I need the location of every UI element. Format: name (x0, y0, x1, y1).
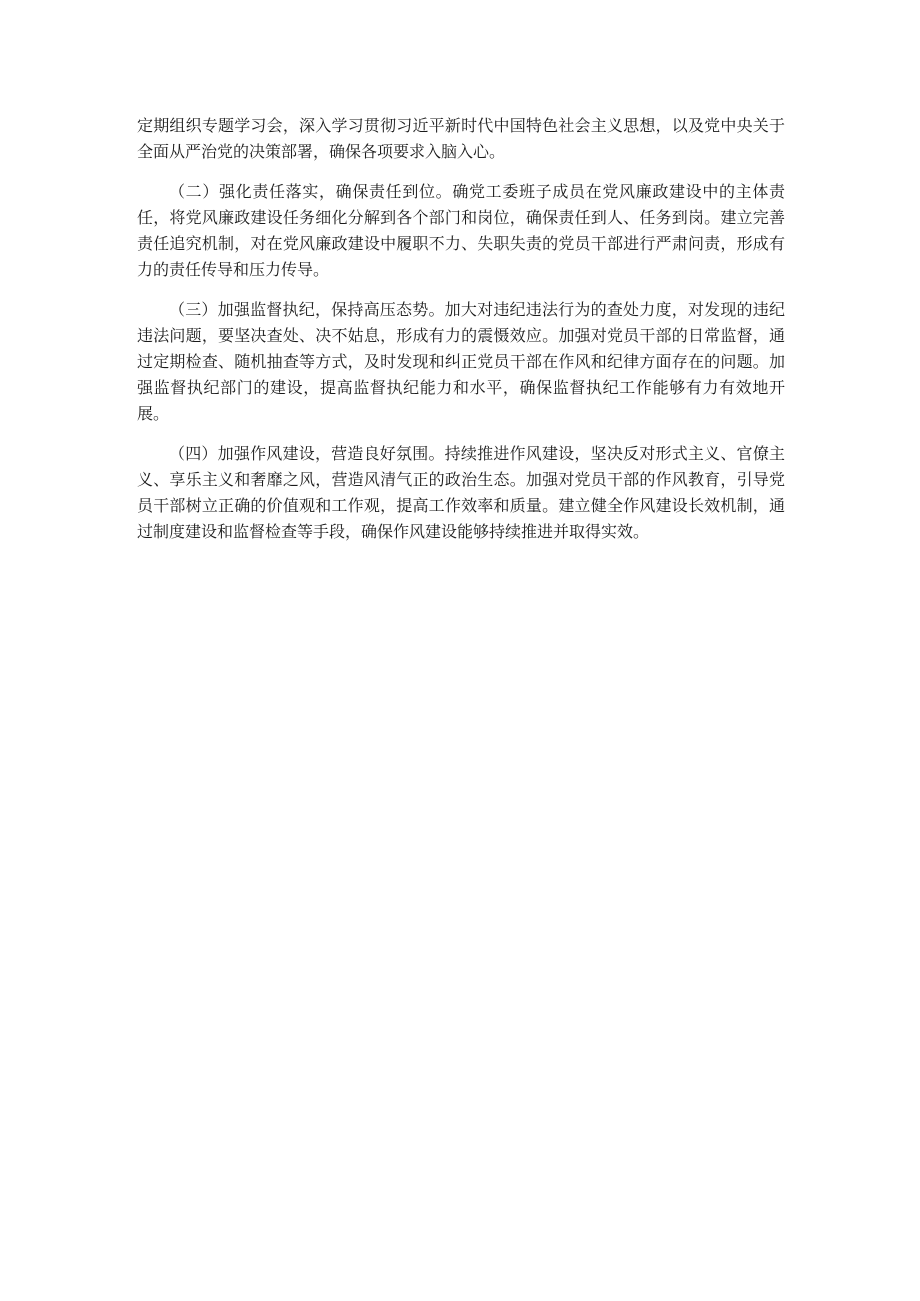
paragraph-continuation: 定期组织专题学习会，深入学习贯彻习近平新时代中国特色社会主义思想，以及党中央关于全面从严治党的决策部署，确保各项要求入脑入心。 (137, 116, 785, 161)
paragraph-section-2: （二）强化责任落实，确保责任到位。确党工委班子成员在党风廉政建设中的主体责任，将党风廉政建设任务细化分解到各个部门和岗位，确保责任到人、任务到岗。建立完善责任追究机制，对在党风廉政建设中履职不力、失职失责的党员干部进行严肃问责，形成有力的责任传导和压力传导。 (137, 182, 785, 279)
paragraph-section-3: （三）加强监督执纪，保持高压态势。加大对违纪违法行为的查处力度，对发现的违纪违法问题，要坚决查处、决不姑息，形成有力的震慑效应。加强对党员干部的日常监督，通过定期检查、随机抽查等方式，及时发现和纠正党员干部在作风和纪律方面存在的问题。加强监督执纪部门的建设，提高监督执纪能力和水平，确保监督执纪工作能够有力有效地开展。 (137, 300, 785, 423)
document-body (137, 113, 785, 559)
paragraph-section-4: （四）加强作风建设，营造良好氛围。持续推进作风建设，坚决反对形式主义、官僚主义、享乐主义和奢靡之风，营造风清气正的政治生态。加强对党员干部的作风教育，引导党员干部树立正确的价值观和工作观，提高工作效率和质量。建立健全作风建设长效机制，通过制度建设和监督检查等手段，确保作风建设能够持续推进并取得实效。 (137, 444, 785, 541)
